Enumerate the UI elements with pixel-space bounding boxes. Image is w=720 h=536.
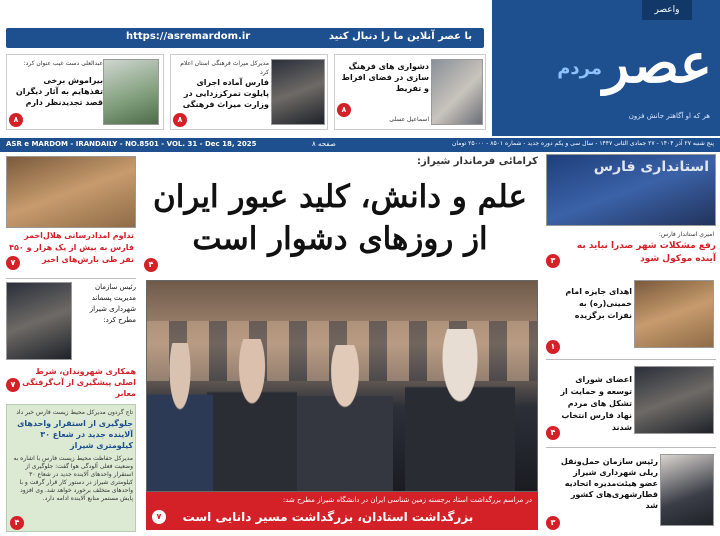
- official-photo: [271, 59, 325, 125]
- teaser-headline: بیراموش برخی تفذهایم به آثار دیگران قصد تجدیدنظر دارم: [15, 76, 103, 107]
- story-headline: رفع مشکلات شهر صدرا نباید به آینده موکول شود: [576, 241, 716, 264]
- main-kicker: کرامائی فرماندار شیراز:: [417, 156, 538, 167]
- story-headline: اهدای جایزه امام خمینی(ره) به نفرات برگزیده: [565, 287, 632, 320]
- page-badge: ۷: [6, 378, 20, 392]
- official-photo: [6, 282, 72, 360]
- top-teaser-2[interactable]: [170, 54, 328, 130]
- caption-kicker: در مراسم بزرگداشت استاد برجسته زمین شناسی ایران در دانشگاه شیراز مطرح شد:: [282, 496, 532, 504]
- page-badge: ۴: [546, 426, 560, 440]
- main-story[interactable]: [142, 154, 542, 274]
- logo-main: عصر: [603, 31, 712, 95]
- tagline: هر که او آگاهتر جانش فزون: [628, 112, 710, 120]
- logo-tab: واعصر: [642, 0, 692, 20]
- teaser-kicker: مدیرکل میراث فرهنگی استان اعلام کرد: [180, 60, 269, 76]
- issue-info-en: ASR e MARDOM - IRANDAILY - NO.8501 - VOL. 31 - Dec 18, 2025: [6, 140, 257, 148]
- page-badge: ۸: [9, 113, 23, 127]
- page-badge: ۷: [6, 256, 20, 270]
- story-headline: رئیس سازمان حمل‌ونقل ریلی شهرداری شیراز عضو هیئت‌مدیره اتحادیه قطارشهری‌های کشور شد: [560, 457, 658, 510]
- ceremony-photo: [634, 280, 714, 348]
- official-photo: [660, 454, 714, 526]
- masthead: [492, 0, 720, 136]
- teaser-headline: فارس آماده اجرای پایلوت تمرکززدایی در وزارت میراث فرهنگی: [182, 78, 269, 109]
- right-story-1[interactable]: [546, 154, 716, 272]
- caption-headline: بزرگداشت استادان، بزرگداشت مسیر دانایی است: [182, 510, 474, 524]
- teaser-kicker: عبدالعلی دست غیب عنوان کرد:: [23, 60, 103, 67]
- url-slogan: با عصر آنلاین ما را دنبال کنید: [328, 31, 472, 42]
- website-link[interactable]: https://asremardom.ir: [126, 31, 251, 42]
- right-story-2[interactable]: [546, 280, 716, 360]
- right-story-4[interactable]: [546, 454, 716, 534]
- story-headline: تداوم امدادرسانی هلال‌احمر فارس به بیش از یک هزار و ۴۵۰ نفر طی بارش‌های اخیر: [9, 231, 134, 264]
- teaser-author: اسماعیل عسلی: [389, 116, 429, 123]
- audience-figure: [297, 345, 393, 492]
- main-headline-1: علم و دانش، کلید عبور ایران: [152, 179, 528, 215]
- left-story-3[interactable]: [6, 404, 136, 532]
- right-story-3[interactable]: [546, 366, 716, 448]
- main-photo[interactable]: [146, 280, 538, 492]
- top-teaser-3[interactable]: [6, 54, 164, 130]
- relief-photo: [6, 156, 136, 228]
- page-badge: ۱: [546, 340, 560, 354]
- audience-figure: [147, 343, 213, 492]
- person-photo: [103, 59, 159, 125]
- column-divider: [6, 278, 136, 279]
- page-badge: ۴: [144, 258, 158, 272]
- page-badge: ۳: [546, 516, 560, 530]
- teaser-headline: دشواری های فرهنگ سازی در فضای افراط و تفریط: [341, 62, 429, 93]
- page-badge: ۳: [546, 254, 560, 268]
- page-badge: ۷: [152, 510, 166, 524]
- logo-sub: مردم: [557, 58, 602, 79]
- story-kicker: رئیس سازمان مدیریت پسماند شهرداری شیراز مطرح کرد:: [89, 283, 136, 324]
- story-kicker: امیری استاندار فارس:: [658, 231, 714, 238]
- info-bar: [0, 138, 720, 152]
- left-story-2[interactable]: [6, 282, 136, 396]
- page-badge: ۸: [173, 113, 187, 127]
- url-banner: [6, 28, 484, 48]
- left-story-1[interactable]: [6, 156, 136, 276]
- story-headline: جلوگیری از استقرار واحدهای آلاینده جدید در شعاع ۳۰ کیلومتری شیراز: [17, 419, 133, 450]
- story-headline: همکاری شهروندان، شرط اصلی پیشگیری از آب‌گرفتگی معابر: [22, 367, 136, 398]
- issue-info-fa: پنج شنبه ۲۷ آذر ۱۴۰۴ - ۲۷ جمادی الثانی ۱۴۴۷ - سال سی و یکم دوره جدید - شماره ۸۵۰۱ - ۲۵۰۰۰ تومان: [452, 140, 714, 147]
- governor-photo: [546, 154, 716, 226]
- audience-figure: [207, 339, 297, 492]
- page-badge: ۸: [337, 103, 351, 117]
- photo-banner-text: استانداری فارس: [593, 159, 709, 175]
- photo-caption[interactable]: [146, 492, 538, 530]
- story-body: مدیرکل حفاظت محیط زیست فارس با اشاره به وضعیت فعلی آلودگی هوا گفت: جلوگیری از استقرار واحدهای آلاینده جدید در شعاع ۳۰ کیلومتری شیراز در دستور کار قرار گرفت و با واحدهای متخلف برخورد خواهد شد. وی افزود پایش مستمر منابع آلاینده ادامه دارد.: [13, 455, 133, 502]
- story-kicker: تاج گردون مدیرکل محیط زیست فارس خبر داد: [16, 409, 133, 416]
- council-photo: [634, 366, 714, 434]
- author-photo: [431, 59, 483, 125]
- page-badge: ۴: [10, 516, 24, 530]
- top-teaser-1[interactable]: [334, 54, 486, 130]
- page-count: ۸ صفحه: [312, 140, 336, 148]
- story-headline: اعضای شورای توسعه و حمایت از تشکل های مردم نهاد فارس انتخاب شدند: [560, 375, 632, 432]
- main-headline-2: از روزهای دشوار است: [192, 221, 488, 257]
- audience-figure: [405, 329, 515, 492]
